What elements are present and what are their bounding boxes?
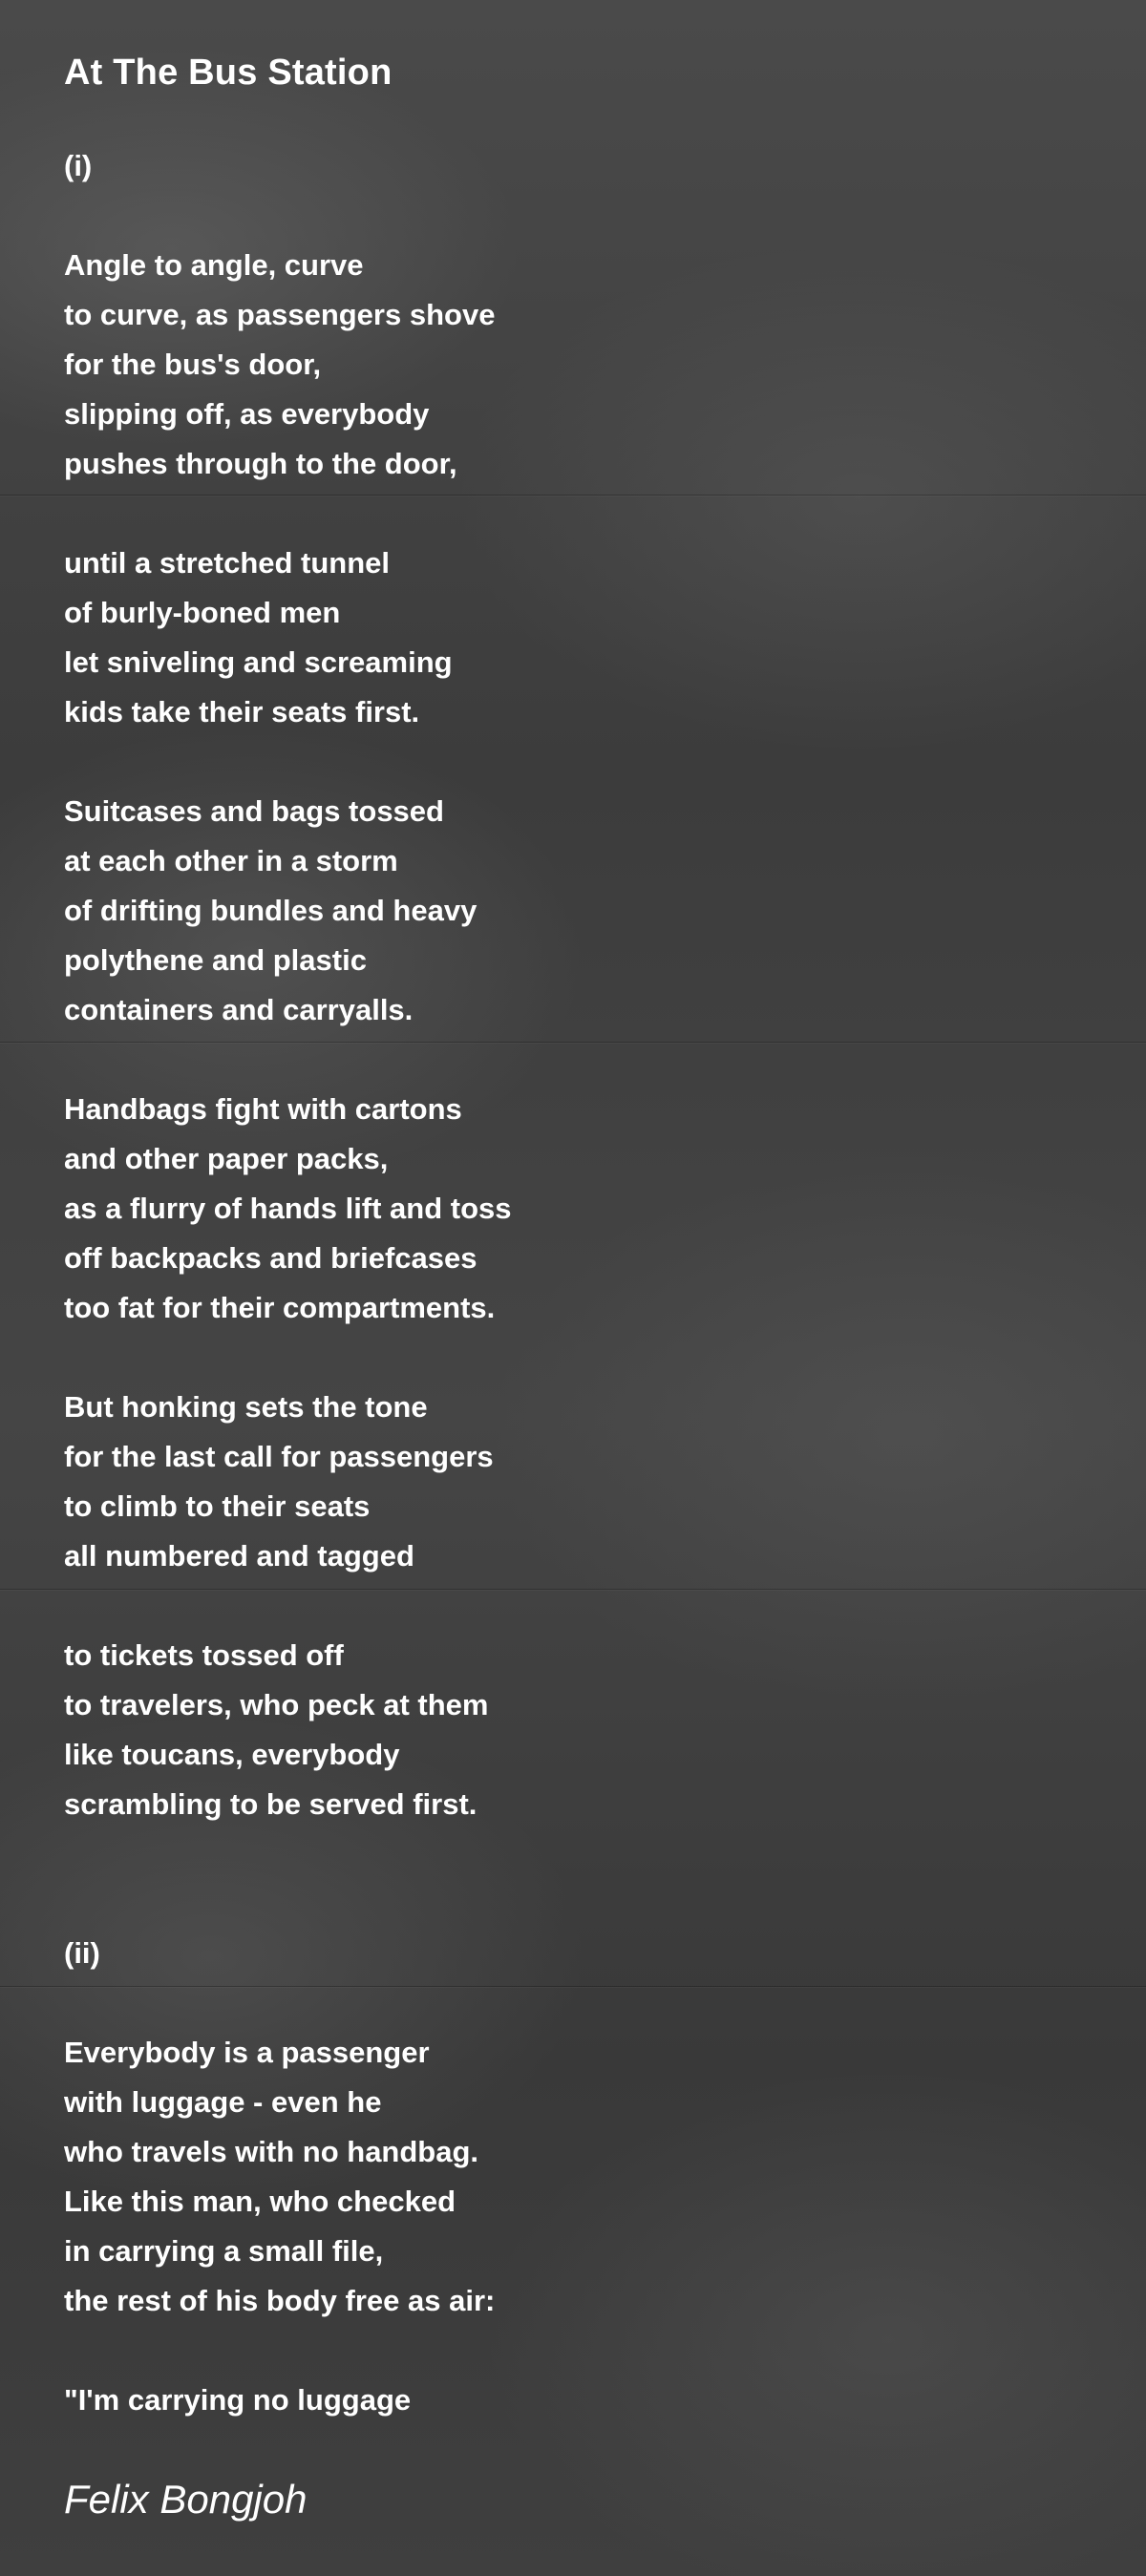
poem-line: as a flurry of hands lift and toss: [64, 1192, 512, 1225]
poem-line: at each other in a storm: [64, 844, 398, 877]
poem-line: Everybody is a passenger: [64, 2036, 430, 2069]
poem-line: of drifting bundles and heavy: [64, 894, 478, 927]
poem-line: let sniveling and screaming: [64, 645, 453, 679]
stanza-gap: [64, 1879, 1095, 1929]
stanza-gap: [64, 489, 1095, 538]
poem-line: slipping off, as everybody: [64, 397, 430, 431]
poem-line: (i): [64, 149, 93, 182]
poem-line: to climb to their seats: [64, 1489, 371, 1523]
stanza-gap: [64, 1978, 1095, 2028]
poem-line: "I'm carrying no luggage: [64, 2383, 412, 2417]
poem-line: in carrying a small file,: [64, 2234, 384, 2268]
poem-line: who travels with no handbag.: [64, 2135, 479, 2168]
stanza-gap: [64, 1581, 1095, 1631]
poem-line: kids take their seats first.: [64, 695, 420, 728]
poem-line: polythene and plastic: [64, 943, 367, 977]
poem-line: too fat for their compartments.: [64, 1291, 496, 1324]
poem-line: with luggage - even he: [64, 2085, 382, 2119]
poem-line: all numbered and tagged: [64, 1539, 414, 1573]
stanza-gap: [64, 737, 1095, 787]
poem-line: to travelers, who peck at them: [64, 1688, 489, 1721]
poem-line: Like this man, who checked: [64, 2185, 456, 2218]
poem-line: for the bus's door,: [64, 348, 322, 381]
poem-line: the rest of his body free as air:: [64, 2284, 496, 2317]
poem-line: pushes through to the door,: [64, 447, 457, 480]
poem-line: (ii): [64, 1936, 100, 1970]
stanza-gap: [64, 2326, 1095, 2375]
poem-line: But honking sets the tone: [64, 1390, 428, 1424]
stanza-gap: [64, 1829, 1095, 1879]
poem-author: Felix Bongjoh: [64, 2477, 308, 2522]
poem-line: for the last call for passengers: [64, 1440, 494, 1473]
poem-body: [64, 141, 1095, 2425]
poem-line: containers and carryalls.: [64, 993, 414, 1026]
poem-line: scrambling to be served first.: [64, 1787, 478, 1821]
poem-title: At The Bus Station: [64, 53, 393, 93]
stanza-gap: [64, 1035, 1095, 1085]
poem-line: to tickets tossed off: [64, 1638, 344, 1672]
poem-line: Angle to angle, curve: [64, 248, 364, 282]
poem-line: like toucans, everybody: [64, 1738, 400, 1771]
stanza-gap: [64, 1333, 1095, 1383]
poem-line: until a stretched tunnel: [64, 546, 391, 580]
stanza-gap: [64, 191, 1095, 241]
poem-line: Suitcases and bags tossed: [64, 794, 444, 828]
poem-line: off backpacks and briefcases: [64, 1241, 478, 1275]
poem-line: and other paper packs,: [64, 1142, 389, 1175]
poem-line: Handbags fight with cartons: [64, 1092, 462, 1126]
poem-line: of burly-boned men: [64, 596, 341, 629]
poem-line: to curve, as passengers shove: [64, 298, 496, 331]
